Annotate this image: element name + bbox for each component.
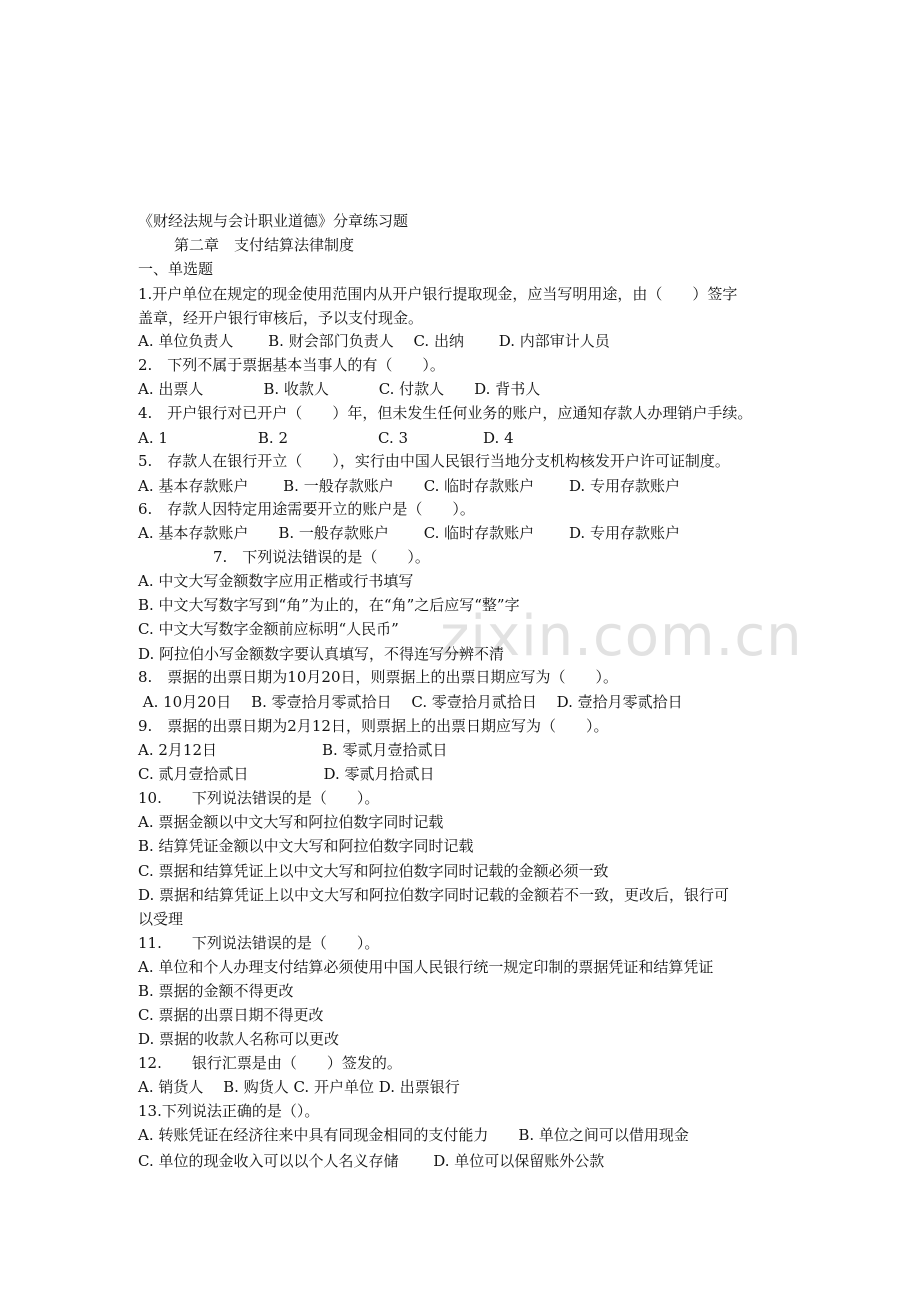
text-line: D. 票据的收款人名称可以更改: [138, 1030, 340, 1048]
text-line: B. 中文大写数字写到“角”为止的，在“角”之后应写“整”字: [138, 596, 520, 614]
text-line: C. 中文大写数字金额前应标明“人民币”: [138, 620, 399, 638]
text-line: 以受理: [138, 910, 184, 928]
text-line: A. 中文大写金额数字应用正楷或行书填写: [138, 572, 414, 590]
text-line: A. 单位和个人办理支付结算必须使用中国人民银行统一规定印制的票据凭证和结算凭证: [138, 958, 714, 976]
text-line: A. 1 B. 2 C. 3 D. 4: [138, 429, 514, 447]
text-line: A. 2月12日 B. 零贰月壹拾贰日: [138, 741, 448, 759]
text-line: B. 结算凭证金额以中文大写和阿拉伯数字同时记载: [138, 837, 474, 855]
chapter-heading: 第二章 支付结算法律制度: [174, 236, 355, 254]
text-line: A. 基本存款账户 B. 一般存款账户 C. 临时存款账户 D. 专用存款账户: [138, 477, 680, 495]
section-heading: 一、单选题: [138, 260, 214, 278]
text-line: A. 出票人 B. 收款人 C. 付款人 D. 背书人: [138, 380, 541, 398]
text-line: A. 10月20日 B. 零壹拾月零贰拾日 C. 零壹拾月贰拾日 D. 壹拾月零贰拾日: [138, 693, 683, 711]
text-line: D. 阿拉伯小写金额数字要认真填写，不得连写分辨不清: [138, 645, 505, 663]
text-line: 7. 下列说法错误的是（ ）。: [138, 548, 430, 566]
text-line: C. 单位的现金收入可以以个人名义存储 D. 单位可以保留账外公款: [138, 1152, 605, 1170]
text-line: 5. 存款人在银行开立（ ），实行由中国人民银行当地分支机构核发开户许可证制度。: [138, 452, 730, 470]
text-line: C. 票据和结算凭证上以中文大写和阿拉伯数字同时记载的金额必须一致: [138, 862, 609, 880]
text-line: 6. 存款人因特定用途需要开立的账户是（ ）。: [138, 500, 475, 518]
watermark: zixin.com.cn: [440, 604, 803, 669]
document-title: 《财经法规与会计职业道德》分章练习题: [138, 212, 409, 230]
text-line: 8. 票据的出票日期为10月20日，则票据上的出票日期应写为（ ）。: [138, 668, 618, 686]
text-line: C. 票据的出票日期不得更改: [138, 1006, 324, 1024]
text-line: 4. 开户银行对已开户（ ）年，但未发生任何业务的账户，应通知存款人办理销户手续。: [138, 404, 753, 422]
text-line: C. 贰月壹拾贰日 D. 零贰月拾贰日: [138, 765, 435, 783]
text-line: 9. 票据的出票日期为2月12日，则票据上的出票日期应写为（ ）。: [138, 717, 609, 735]
text-line: D. 票据和结算凭证上以中文大写和阿拉伯数字同时记载的金额若不一致，更改后，银行可: [138, 886, 730, 904]
text-line: 1.开户单位在规定的现金使用范围内从开户银行提取现金，应当写明用途，由（ ）签字: [138, 285, 738, 303]
text-line: B. 票据的金额不得更改: [138, 982, 294, 1000]
text-line: A. 基本存款账户 B. 一般存款账户 C. 临时存款账户 D. 专用存款账户: [138, 524, 680, 542]
text-line: 10. 下列说法错误的是（ ）。: [138, 789, 380, 807]
text-line: A. 票据金额以中文大写和阿拉伯数字同时记载: [138, 813, 444, 831]
text-line: A. 单位负责人 B. 财会部门负责人 C. 出纳 D. 内部审计人员: [138, 332, 610, 350]
text-line: 2. 下列不属于票据基本当事人的有（ ）。: [138, 356, 445, 374]
text-line: 11. 下列说法错误的是（ ）。: [138, 934, 380, 952]
text-line: 盖章，经开户银行审核后，予以支付现金。: [138, 309, 424, 327]
text-line: 13.下列说法正确的是（）。: [138, 1102, 320, 1120]
text-line: A. 转账凭证在经济往来中具有同现金相同的支付能力 B. 单位之间可以借用现金: [138, 1126, 689, 1144]
text-line: A. 销货人 B. 购货人 C. 开户单位 D. 出票银行: [138, 1078, 460, 1096]
text-line: 12. 银行汇票是由（ ）签发的。: [138, 1054, 402, 1072]
